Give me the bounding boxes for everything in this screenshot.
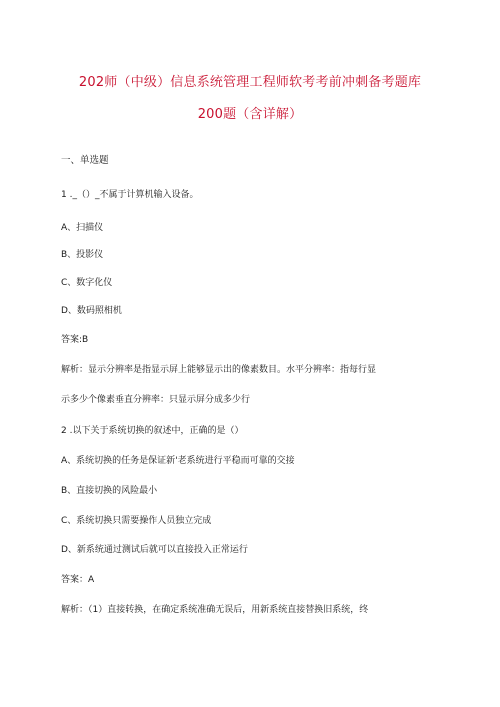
document-title-line-2: 200题（含详解） — [197, 107, 303, 122]
question-2-explanation-line-1: 解析：（1）直接转换，在确定系统准确无误后，用新系统直接替换旧系统，终 — [61, 605, 369, 615]
question-2-option-b: B、直接切换的风险最小 — [61, 486, 158, 496]
question-2-option-a: A、系统切换的任务是保证新'老系统进行平稳而可靠的交接 — [61, 456, 295, 466]
question-2-option-c: C、系统切换只需要操作人员独立完成 — [61, 516, 212, 526]
question-1-option-c: C、数字化仪 — [61, 278, 113, 288]
question-2-option-d: D、新系统通过测试后就可以直接投入正常运行 — [61, 545, 248, 555]
question-1-stem: 1 ._（）_不属于计算机输入设备。 — [61, 190, 199, 200]
question-1-option-a: A、扫描仪 — [61, 223, 104, 233]
question-1-explanation-line-1: 解析：显示分辨率是指显示屏上能够显示出的像素数目。水平分辨率：指每行显 — [61, 365, 377, 375]
section-heading: 一、单选题 — [61, 155, 109, 166]
question-2-stem: 2 .以下关于系统切换的叙述中，正确的是（） — [61, 426, 244, 436]
question-2-answer: 答案：A — [61, 575, 95, 585]
question-1-answer: 答案:B — [61, 335, 89, 345]
question-1-option-b: B、投影仪 — [61, 250, 104, 260]
document-title-line-1: 202师（中级）信息系统管理工程师软考考前冲刺备考题库 — [78, 75, 422, 90]
question-1-option-d: D、数码照相机 — [61, 306, 122, 316]
question-1-explanation-line-2: 示多少个像素垂直分辨率：只显示屏分成多少行 — [61, 395, 251, 405]
